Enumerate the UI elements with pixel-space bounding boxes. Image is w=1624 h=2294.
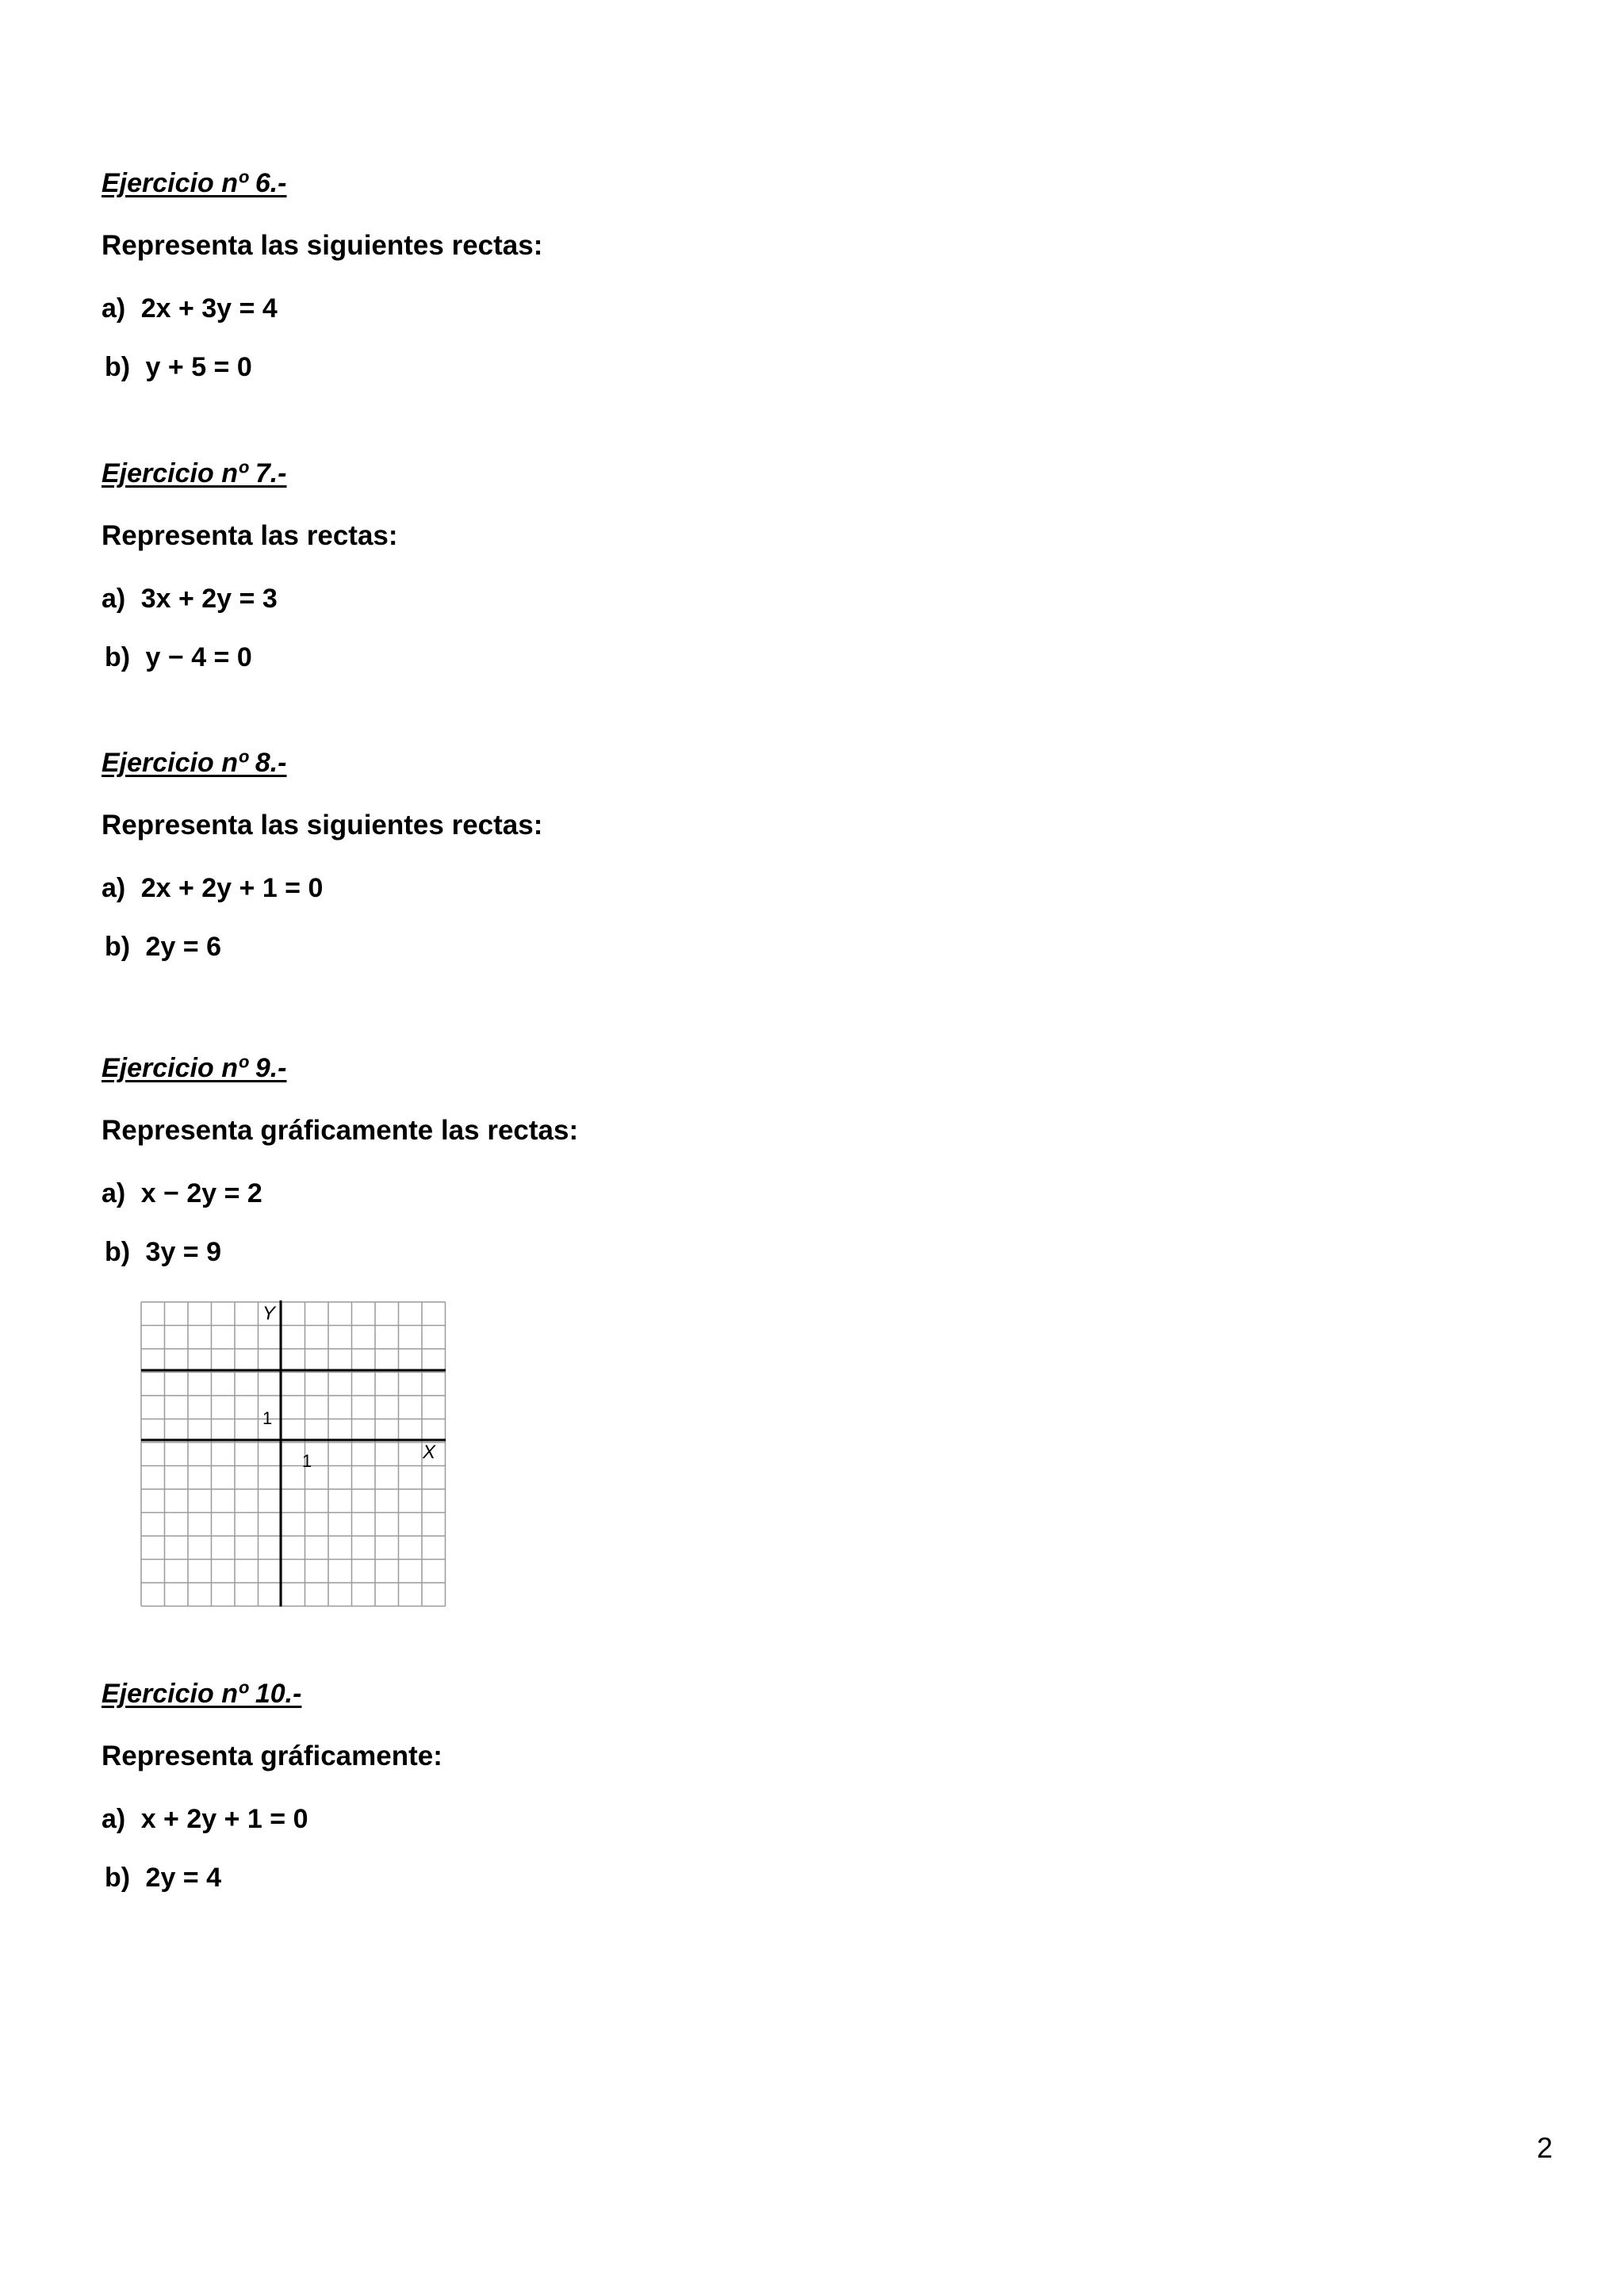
item-b [105, 1237, 221, 1268]
item-label: b) [105, 1237, 131, 1267]
item-a [102, 293, 278, 324]
item-a [102, 1178, 262, 1209]
exercise-title: Ejercicio nº 8.- [102, 748, 287, 778]
grid-lines [141, 1302, 446, 1607]
exercise-instruction: Representa las siguientes rectas: [102, 230, 543, 261]
equation: 2x + 3y = 4 [140, 293, 278, 324]
grid-figure [140, 1300, 449, 1610]
equation: 2y = 6 [145, 932, 222, 962]
item-label: b) [105, 1863, 131, 1893]
exercise-title: Ejercicio nº 7.- [102, 458, 287, 488]
exercise-instruction: Representa las siguientes rectas: [102, 810, 543, 841]
exercise-title: Ejercicio nº 9.- [102, 1053, 287, 1083]
item-b [105, 1863, 221, 1894]
equation: 2y = 4 [145, 1863, 222, 1893]
item-label: b) [105, 642, 131, 672]
equation: 3y = 9 [145, 1237, 222, 1267]
y-axis-label: Y [262, 1303, 276, 1324]
page-number: 2 [1537, 2131, 1553, 2164]
equation: y + 5 = 0 [145, 352, 252, 382]
item-label: a) [102, 873, 126, 903]
item-a [102, 584, 278, 615]
exercise-instruction: Representa gráficamente: [102, 1741, 442, 1771]
equation: 2x + 2y + 1 = 0 [140, 873, 324, 903]
equation: x − 2y = 2 [140, 1178, 262, 1208]
item-a [102, 1804, 308, 1835]
item-a [102, 873, 323, 904]
item-b [105, 932, 221, 963]
item-label: a) [102, 293, 126, 324]
exercise-title: Ejercicio nº 10.- [102, 1679, 302, 1709]
equation: x + 2y + 1 = 0 [140, 1804, 308, 1834]
item-label: b) [105, 932, 131, 962]
item-b [105, 642, 252, 673]
item-label: a) [102, 584, 126, 614]
y-tick-label: 1 [262, 1408, 273, 1428]
item-b [105, 352, 252, 383]
x-tick-label: 1 [302, 1451, 312, 1471]
item-label: a) [102, 1178, 126, 1208]
coordinate-grid [140, 1300, 449, 1614]
exercise-instruction: Representa gráficamente las rectas: [102, 1115, 579, 1146]
equation: 3x + 2y = 3 [140, 584, 278, 614]
exercise-instruction: Representa las rectas: [102, 520, 398, 551]
item-label: a) [102, 1804, 126, 1834]
item-label: b) [105, 352, 131, 382]
equation: y − 4 = 0 [145, 642, 252, 672]
exercise-title: Ejercicio nº 6.- [102, 168, 287, 198]
x-axis-label: X [423, 1442, 436, 1463]
